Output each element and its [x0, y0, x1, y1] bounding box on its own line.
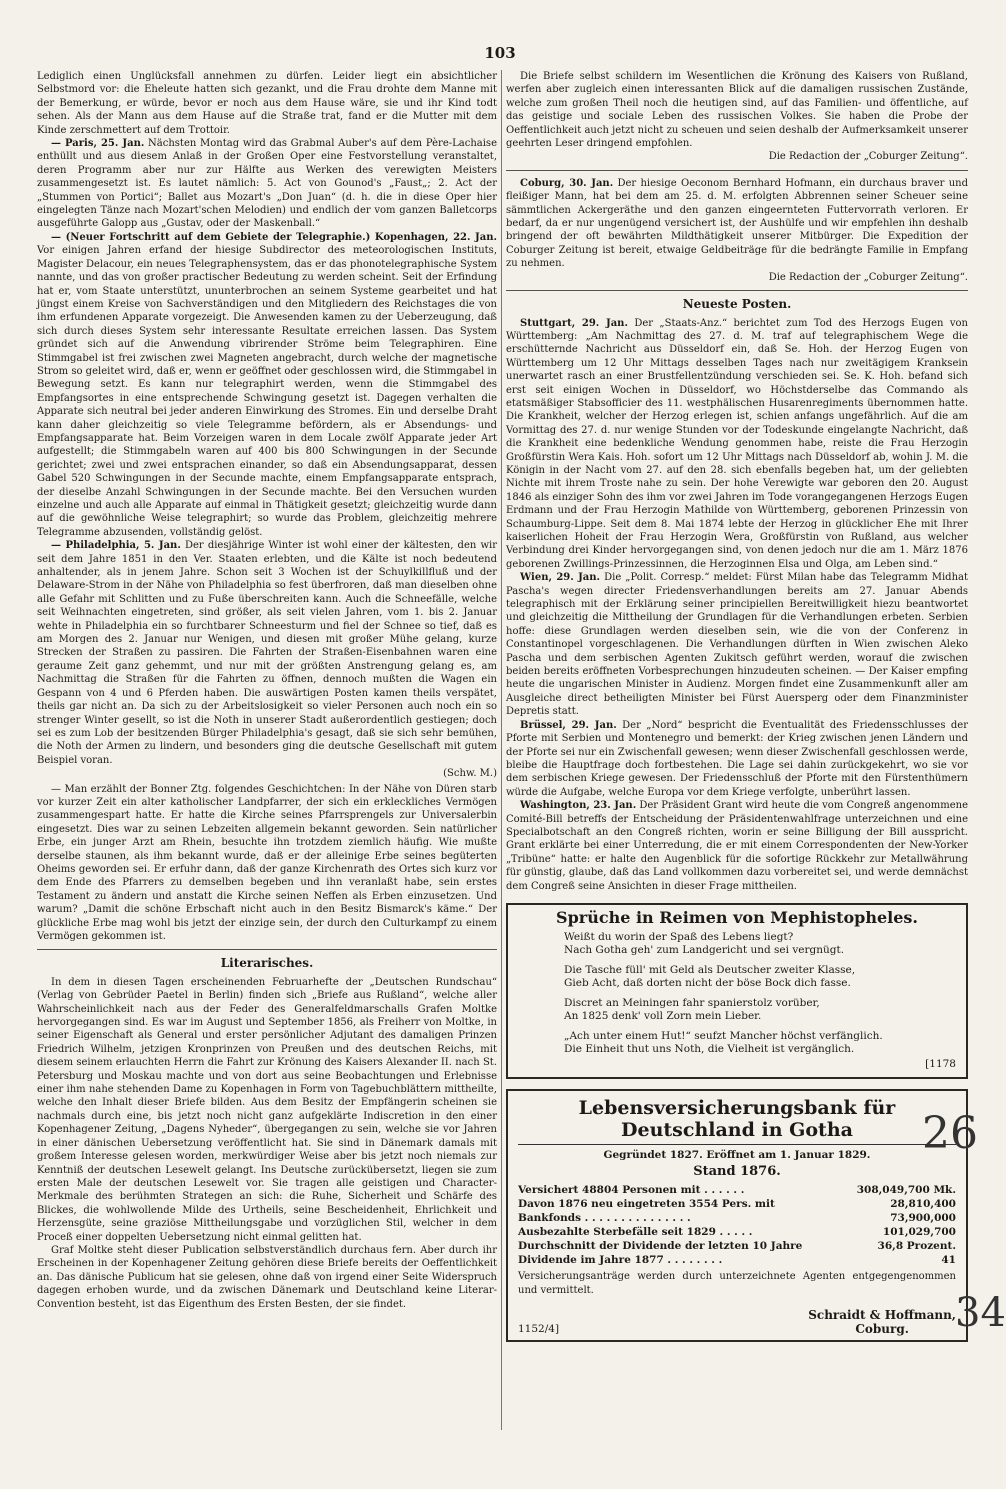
row-label: Dividende im Jahre 1877 . . . . . . . .	[518, 1253, 723, 1266]
insurance-table	[518, 1183, 956, 1267]
handwritten-number: 26	[922, 1108, 978, 1159]
insurance-stand: Stand 1876.	[693, 1163, 781, 1179]
verse: An 1825 denk' voll Zorn mein Lieber.	[564, 1009, 762, 1022]
verse: Discret an Meiningen fahr spanierstolz vorüber,	[564, 996, 820, 1009]
washington-text: Der Präsident Grant wird heute die vom Congreß angenommene Comité-Bill betreffs der Entscheidung der Präsidentenwahlfrage unterzeichnen und eine Specialbotschaft an den Congreß richten, worin er seine Billigung der Bill ausspricht. Grant erklärte bei einer Unterredung, die er mit einem Correspondenten der New-Yorker „Tribüne“ hatte: er halte den Augenblick für die sofortige Rückkehr zur Metallwährung für günstig, glaube, daß das Land vollkommen dazu vorbereitet sei, und werde demnächst dem Congreß seine Ansichten in dieser Frage mittheilen.	[506, 800, 968, 892]
article-paris	[37, 137, 497, 231]
editorial-signature-1: Die Redaction der „Coburger Zeitung“.	[768, 151, 968, 163]
article-wien	[506, 571, 968, 718]
row-value: 308,049,700 Mk.	[856, 1183, 956, 1196]
article-telegraphy	[37, 231, 497, 539]
row-value: 41	[941, 1253, 956, 1266]
row-value: 73,900,000	[890, 1211, 956, 1224]
telegraphy-text: Vor einigen Jahren erfand der hiesige Subdirector des meteorologischen Instituts, Magister Delacour, ein neues Telegraphensystem, das er das phonotelegraphische System nannte, und das von großer practischer Bedeutung zu werden scheint. Seit der Erfindung hat er, vom Staate unterstützt, ununterbrochen an seinem Systeme gearbeitet und hat jüngst einem Kreise von Sachverständigen und den Mitgliedern des Reichstages die von ihm erfundenen Apparate vorgezeigt. Die Anwesenden kamen zu der Ueberzeugung, daß sich durch dieses System sehr interessante Resultate erreichen lassen. Das System gründet sich auf die Anwendung vibrirender Ströme beim Telegraphiren. Eine Stimmgabel ist frei zwischen zwei Magneten angebracht, durch welche der magnetische Strom so geleitet wird, daß er, wenn er geöffnet oder geschlossen wird, die Stimmgabel in Bewegung setzt. Es kann nur telegraphirt werden, wenn die Stimmgabel des Empfangsortes in eine entsprechende Schwingung gesetzt ist. Dagegen verhalten die Apparate sich neutral bei jeder anderen Einwirkung des Stromes. Ein und derselbe Draht kann daher gleichzeitig so viele Telegramme befördern, als er Absendungs- und Empfangsapparate hat. Beim Vorzeigen waren in dem Locale zwölf Apparate jeder Art aufgestellt; die Stimmgabeln waren auf 400 bis 800 Schwingungen in der Secunde gerichtet; zwei und zwei entsprachen einander, so daß ein Absendungsapparat, dessen Gabel 520 Schwingungen in der Secunde machte, einem Empfangsapparate entsprach, der dieselbe Anzahl Schwingungen in der Secunde machte. Bei den Versuchen wurden einzelne und auch alle Apparate auf einmal in Thätigkeit gesetzt; gleichzeitig wurde dann auf die gewöhnliche Weise telegraphirt; so wurde das Problem, gleichzeitig mehrere Telegramme abzusenden, vollständig gelöst.	[37, 245, 497, 538]
section-title-news: Neueste Posten.	[682, 297, 792, 312]
section-divider	[37, 949, 497, 950]
table-row	[518, 1183, 956, 1197]
article-coburg	[506, 177, 968, 271]
table-row	[518, 1253, 956, 1267]
article-philadelphia	[37, 539, 497, 767]
column-divider	[501, 70, 502, 1430]
dateline-paris: — Paris, 25. Jan.	[51, 138, 145, 150]
table-row	[518, 1197, 956, 1211]
row-value: 101,029,700	[882, 1225, 956, 1238]
advert-mephistopheles	[506, 903, 968, 1079]
row-label: Davon 1876 neu eingetreten 3554 Pers. mit	[518, 1197, 775, 1210]
stuttgart-text: Der „Staats-Anz.“ berichtet zum Tod des Herzogs Eugen von Württemberg: „Am Nachmittag des 27. d. M. traf auf telegraphischem Wege die erschütternde Nachricht aus Düsseldorf ein, daß Se. Hoh. der Herzog Eugen von Württemberg um 12 Uhr Mittags desselben Tages nach nur zweitägigem Kranksein unerwartet rasch an einer Brustfellentzündung verschieden sei. Se. K. Hoh. befand sich erst seit einigen Wochen in Düsseldorf, wo Höchstderselbe das Commando als etatsmäßiger Stabsofficier des 11. westphälischen Husarenregiments übernommen hatte. Die Krankheit, welcher der Herzog erlegen ist, schien anfangs ungefährlich. Auf die am Vormittag des 27. d. nur wenige Stunden vor der Todeskunde eingelangte Nachricht, daß die Krankheit eine bedenkliche Wendung genommen habe, reiste die Frau Herzogin Großfürstin Wera Kais. Hoh. sofort um 12 Uhr Mittags nach Düsseldorf ab, wohin J. M. die Königin in der Nacht vom 27. auf den 28. sich ebenfalls begeben hat, um der geliebten Nichte mit ihrem Troste nahe zu sein. Der hohe Verewigte war geboren den 20. August 1846 als einziger Sohn des ihm vor zwei Jahren im Tode vorangegangenen Herzogs Eugen Erdmann und der Frau Herzogin Mathilde von Württemberg, geborenen Prinzessin von Schaumburg-Lippe. Seit dem 8. Mai 1874 lebte der Herzog in glücklicher Ehe mit Ihrer kaiserlichen Hoheit der Frau Herzogin Wera, Großfürstin von Rußland, aus welcher Verbindung drei Kinder hervorgegangen sind, von denen jedoch nur die am 1. März 1876 geborenen Zwillings-Prinzessinnen, die Herzoginnen Elsa und Olga, am Leben sind.“	[506, 317, 968, 570]
paris-text: Nächsten Montag wird das Grabmal Auber's auf dem Père-Lachaise enthüllt und aus diesem Anlaß in der Großen Oper eine Festvorstellung veranstaltet, deren Programm aber nur zur Hälfte aus Werken des verewigten Meisters zusammengesetzt ist. Es lautet nämlich: 5. Act von Gounod's „Faust„; 2. Act der „Stummen von Portici“; Ballet aus Mozart's „Don Juan“ (d. h. die in diese Oper hier eingelegten Tänze nach Mozart'schen Melodien) und endlich der vom ganzen Balletcorps ausgeführte Galopp aus „Gustav, oder der Maskenball.“	[37, 138, 497, 230]
article-washington	[506, 799, 968, 893]
firm-city: Coburg.	[855, 1321, 909, 1336]
verse: Die Tasche füll' mit Geld als Deutscher zweiter Klasse,	[564, 963, 856, 976]
letters-paragraph: Die Briefe selbst schildern im Wesentlichen die Krönung des Kaisers von Rußland, werfen aber zugleich einen interessanten Blick auf die damaligen russischen Zustände, welche zum großen Theil noch die heutigen sind, auf das Familien- und öffentliche, auf das geistige und sociale Leben des russischen Volkes. Sie haben die Probe der Oeffentlichkeit auch jetzt nicht zu scheuen und seien deshalb der Aufmerksamkeit unserer geehrten Leser dringend empfohlen.	[506, 71, 968, 150]
order-number: [1178	[925, 1057, 956, 1070]
table-row	[518, 1239, 956, 1253]
insurance-note: Versicherungsanträge werden durch unterzeichnete Agenten entgegengenommen und vermittelt.	[518, 1270, 956, 1296]
divider	[506, 170, 968, 171]
handwritten-number: 34	[955, 1290, 1006, 1336]
coburg-text: Der hiesige Oeconom Bernhard Hofmann, ein durchaus braver und fleißiger Mann, hat bei dem am 25. d. M. erfolgten Abbrennen seiner Scheuer seine sämmtlichen Ackergeräthe und den ganzen eingeernteten Futtervorrath verloren. Er bedarf, da er nur ungenügend versichert ist, der Aushülfe und wir empfehlen ihn deshalb bringend der oft bewährten Mildthätigkeit unserer Mitbürger. Die Expedition der Coburger Zeitung ist bereit, etwaige Geldbeiträge für die bedrängte Familie in Empfang zu nehmen.	[506, 177, 968, 270]
article-stuttgart	[506, 317, 968, 572]
stanza-2	[518, 964, 956, 990]
wien-text: Die „Polit. Corresp.“ meldet: Fürst Milan habe das Telegramm Midhat Pascha's wegen directer Friedensverhandlungen bereits am 27. Januar Abends telegraphisch mit der Erklärung seiner principiellen Bereitwilligkeit hiezu beantwortet und gleichzeitig die Mittheilung der Grundlagen für die Verhandlungen erbeten. Serbien hoffe: diese Grundlagen werden dieselben sein, wie die von der Conferenz in Constantinopel vorgeschlagenen. Die Verhandlungen dürften in Wien zwischen Aleko Pascha und dem serbischen Agenten Zukitsch geführt werden, worauf die zwischen beiden bereits eröffneten Vorbesprechungen hinzudeuten scheinen. — Der Kaiser empfing heute die ungarischen Minister in Audienz. Morgen findet eine Zusammenkunft aller am Ausgleiche direct betheiligten Minister bei Fürst Auersperg oder dem Finanzminister Depretis statt.	[506, 572, 968, 718]
row-label: Versichert 48804 Personen mit . . . . . .	[518, 1183, 745, 1196]
philadelphia-text: Der diesjährige Winter ist wohl einer der kältesten, den wir seit dem Jahre 1851 in den Ver. Staaten erlebten, und die Kälte ist noch bedeutend anhaltender, als in jenem Jahre. Schon seit 3 Wochen ist der Schuylkillfluß und der Delaware-Strom in der Nähe von Philadelphia so fest überfroren, daß man dieselben ohne alle Gefahr mit Schlitten und zu Fuße überschreiten kann. Auch die Schneefälle, welche seit Weihnachten eingetreten, sind größer, als seit vielen Jahren, vom 1. bis 2. Januar wehte in Philadelphia ein so furchtbarer Schneesturm und fiel der Schnee so tief, daß es am Morgen des 2. Januar nur Wenigen, und diesen mit großer Mühe gelang, kurze Strecken der Straßen zu passiren. Die Fahrten der Straßen-Eisenbahnen waren eine geraume Zeit ganz gehemmt, und nur mit der größten Anstrengung gelang es, am Nachmittag die Straßen für die Fahrten zu öffnen, dennoch mußten die Wagen ein Gespann von 4 und 6 Pferden haben. Die auswärtigen Posten kamen theils verspätet, theils gar nicht an. Da sich zu der Arbeitslosigkeit so vieler Personen auch noch ein so strenger Winter gesellt, so ist die Noth in unserer Stadt außerordentlich gestiegen; doch sei es zum Lob der besitzenden Bürger Philadelphia's gesagt, daß sie sich sehr bemühen, die Noth der Armen zu lindern, und besonders ging die deutsche Gesellschaft mit gutem Beispiel voran.	[37, 540, 498, 766]
insurance-footer	[518, 1308, 956, 1336]
row-label: Bankfonds . . . . . . . . . . . . . . .	[518, 1211, 691, 1224]
dateline-washington: Washington, 23. Jan.	[520, 800, 637, 812]
dateline-wien: Wien, 29. Jan.	[520, 572, 601, 584]
table-row	[518, 1211, 956, 1225]
stanza-4	[518, 1030, 956, 1056]
dateline-philadelphia: — Philadelphia, 5. Jan.	[51, 540, 181, 552]
verse: „Ach unter einem Hut!“ seufzt Mancher höchst verfänglich.	[564, 1029, 883, 1042]
row-value: 28,810,400	[890, 1197, 956, 1210]
source-signature: (Schw. M.)	[443, 768, 497, 780]
verse: Gieb Acht, daß dorten nicht der böse Bock dich fasse.	[564, 976, 851, 989]
article-suicide: Lediglich einen Unglücksfall annehmen zu dürfen. Leider liegt ein absichtlicher Selbstmord vor: die Eheleute hatten sich gezankt, und die Frau drohte dem Manne mit der Bemerkung, er würde, bevor er noch aus dem Hause wäre, sie und ihr Kind todt sehen. Als der Mann aus dem Hause auf die Straße trat, fand er die Mutter mit dem Kinde zerschmettert auf dem Trottoir.	[37, 71, 497, 136]
verse: Die Einheit thut uns Noth, die Vielheit ist vergänglich.	[564, 1042, 855, 1055]
divider	[506, 290, 968, 291]
editorial-signature-2: Die Redaction der „Coburger Zeitung“.	[768, 271, 968, 283]
literature-paragraph-2: Graf Moltke steht dieser Publication selbstverständlich durchaus fern. Aber durch ihr Erscheinen in der Kopenhagener Zeitung gehören diese Briefe bereits der Oeffentlichkeit an. Das dänische Publicum hat sie gelesen, ohne daß von irgend einer Seite Widerspruch dagegen erhoben wurde, und da zwischen Dänemark und Deutschland keine Literar-Convention besteht, ist das Eigenthum des Ersten Besten, der sie findet.	[37, 1244, 497, 1310]
table-row	[518, 1225, 956, 1239]
article-bonner: — Man erzählt der Bonner Ztg. folgendes Geschichtchen: In der Nähe von Düren starb vor kurzer Zeit ein alter katholischer Landpfarrer, der sich ein erkleckliches Vermögen zusammengespart hatte. Er hatte die Kirche seines Pfarrsprengels zur Universalerbin eingesetzt. Dies war zu seinen Lebzeiten allgemein bekannt geworden. Sein natürlicher Erbe, ein junger Arzt am Rhein, besuchte ihn trotzdem ziemlich häufig. Wie mußte derselbe staunen, als ihm bekannt wurde, daß er der alleinige Erbe seines begüterten Oheims geworden sei. Er erfuhr dann, daß der ganze Kirchenrath des Ortes sich kurz vor dem Ende des Pfarrers zu demselben begeben und ihn veranlaßt habe, sein erstes Testament zu ändern und anstatt die Kirche seinen Neffen als Erben einzusetzen. Und warum? „Damit die schöne Erbschaft nicht auch in den Besitz Bismarck's käme.“ Der glückliche Erbe mag wohl bis jetzt der einzige sein, der durch den Culturkampf zu einem Vermögen gekommen ist.	[37, 783, 497, 942]
order-number: 1152/4]	[518, 1322, 560, 1335]
stanza-3	[518, 997, 956, 1023]
insurance-title: Lebensversicherungsbank für Deutschland in Gotha	[518, 1097, 956, 1145]
agent-firm	[808, 1308, 956, 1336]
stanza-1	[518, 931, 956, 957]
literature-paragraph-1: In dem in diesen Tagen erscheinenden Februarhefte der „Deutschen Rundschau“ (Verlag von Gebrüder Paetel in Berlin) finden sich „Briefe aus Rußland“, welche aller Wahrscheinlichkeit nach aus der Feder des Generalfeldmarschalls Grafen Moltke hervorgegangen sind. Es war im August und September 1856, als Freiherr von Moltke, in seiner Eigenschaft als General und erster persönlicher Adjutant des damaligen Prinzen Friedrich Wilhelm, jetzigen Kronprinzen von Preußen und des deutschen Reichs, mit diesem seinem erlauchten Herrn die Fahrt zur Krönung des Kaisers Alexander II. nach St. Petersburg und Moskau machte und von dort aus seine Beobachtungen und Erlebnisse einer ihm nahe stehenden Dame zu Kopenhagen in Form von Tagebuchblättern mittheilte, welche den Inhalt dieser Briefe bilden. Aus dem Besitz der Empfängerin scheinen sie nachmals durch eine, bis jetzt noch nicht ganz aufgeklärte Indiscretion in den einer Kopenhagener Zeitung, „Dagens Nyheder“, übergegangen zu sein, welche sie vor Jahren in einer dänischen Uebersetzung veröffentlicht hat. Sie sind in Dänemark damals mit großem Interesse gelesen worden, merkwürdiger Weise aber bis jetzt noch niemals zur Kenntniß der deutschen Lesewelt gelangt. Ins Deutsche zurückübersetzt, liegen sie zum ersten Male der deutschen Lesewelt vor. Sie tragen alle geistigen und Character-Merkmale des berühmten Strategen an sich: die Ruhe, Sicherheit und Schärfe des Blickes, die wohlwollende Milde des Urtheils, seine Bescheidenheit, Ehrlichkeit und Herzensgüte, seine graziöse Mittheilungsgabe und vorzüglichen Stil, welcher in dem Proceß einer doppelten Uebersetzung nicht einmal gelitten hat.	[37, 976, 497, 1243]
insurance-founded: Gegründet 1827. Eröffnet am 1. Januar 1829.	[603, 1148, 871, 1161]
dateline-kopenhagen: — (Neuer Fortschritt auf dem Gebiete der Telegraphie.) Kopenhagen, 22. Jan.	[51, 231, 497, 243]
dateline-coburg: Coburg, 30. Jan.	[520, 177, 614, 189]
bruessel-text: Der „Nord“ bespricht die Eventualität des Friedensschlusses der Pforte mit Serbien und Montenegro und bemerkt: der Krieg zwischen jenen Ländern und der Pforte sei nur ein Zwischenfall gewesen; wenn dieser Zwischenfall geschlossen werde, bleibe die Hauptfrage doch fortbestehen. Die Lage sei dahin zurückgekehrt, wo sie vor dem serbischen Kriege gewesen. Der Friedensschluß der Pforte mit den Fürstenthümern würde die Aufgabe, welche Europa vor dem Kriege verfolgte, unberührt lassen.	[506, 719, 969, 798]
dateline-stuttgart: Stuttgart, 29. Jan.	[520, 317, 628, 329]
section-title-literature: Literarisches.	[220, 956, 314, 971]
advert-insurance	[506, 1089, 968, 1342]
article-bruessel	[506, 719, 968, 799]
page-number: 103	[484, 44, 516, 62]
verse: Nach Gotha geh' zum Landgericht und sei vergnügt.	[564, 943, 845, 956]
dateline-bruessel: Brüssel, 29. Jan.	[520, 719, 617, 731]
verse: Weißt du worin der Spaß des Lebens liegt?	[564, 930, 794, 943]
firm-name: Schraidt & Hoffmann,	[808, 1307, 956, 1322]
row-label: Durchschnitt der Dividende der letzten 10 Jahre	[518, 1239, 803, 1252]
right-column	[506, 70, 968, 1489]
row-label: Ausbezahlte Sterbefälle seit 1829 . . . . .	[518, 1225, 753, 1238]
advert-title: Sprüche in Reimen von Mephistopheles.	[556, 907, 918, 927]
row-value: 36,8 Prozent.	[877, 1239, 956, 1252]
left-column	[37, 70, 497, 1489]
